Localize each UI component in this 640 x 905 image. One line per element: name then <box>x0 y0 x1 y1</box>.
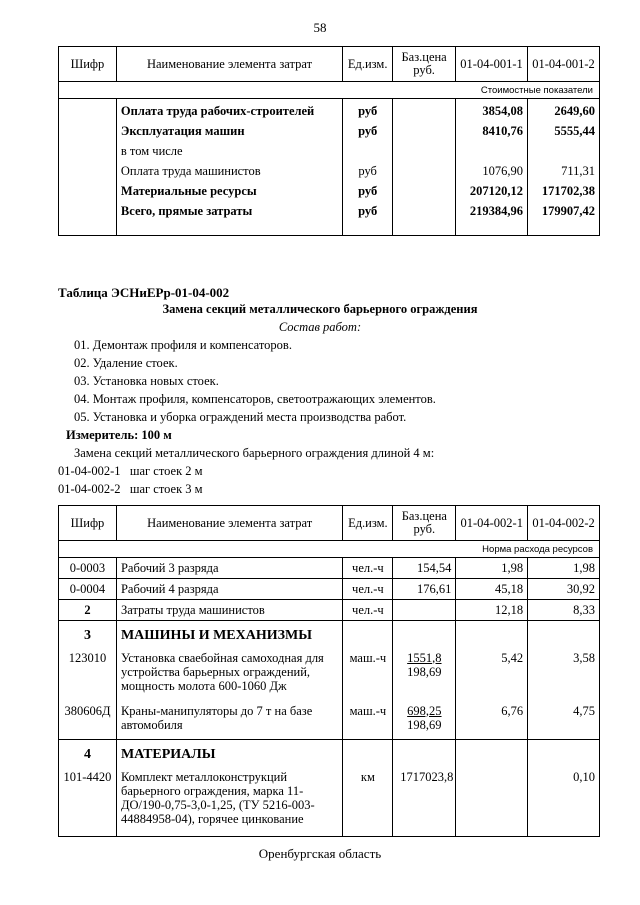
cost-unit: руб <box>343 204 393 236</box>
col-header: Шифр <box>59 506 117 541</box>
section-heading: МАТЕРИАЛЫ <box>116 740 342 767</box>
row-code: 123010 <box>59 648 117 704</box>
cost-value: 171702,38 <box>528 184 600 204</box>
table-row <box>59 579 600 600</box>
cost-value: 8410,76 <box>456 124 528 144</box>
table-row <box>59 99 600 124</box>
section-heading: МАШИНЫ И МЕХАНИЗМЫ <box>116 621 342 648</box>
table-band <box>59 82 600 99</box>
cost-value: 1076,90 <box>456 164 528 184</box>
cost-name: Всего, прямые затраты <box>116 204 342 236</box>
col-header: Наименование элемента затрат <box>116 506 342 541</box>
cost-value: 207120,12 <box>456 184 528 204</box>
section-row <box>59 621 600 648</box>
cost-value: 711,31 <box>528 164 600 184</box>
machinist-pay: 198,69 <box>407 664 442 679</box>
row-unit: км <box>343 767 393 837</box>
base-price: 698,25 <box>407 703 442 718</box>
cost-unit: руб <box>343 99 393 124</box>
row-value <box>456 767 528 837</box>
col-header: Ед.изм. <box>343 506 393 541</box>
page-number: 58 <box>313 20 327 35</box>
machinist-pay: 198,69 <box>407 717 442 732</box>
row-name: Рабочий 4 разряда <box>116 579 342 600</box>
cost-name: Эксплуатация машин <box>116 124 342 144</box>
row-name: Установка сваебойная самоходная для устройства барьерных ограждений, мощность молота 600-1060 Дж <box>116 648 342 704</box>
row-value: 12,18 <box>456 600 528 621</box>
resource-table <box>58 505 600 837</box>
table-band <box>59 541 600 558</box>
table-row <box>59 767 600 837</box>
band-label: Стоимостные показатели <box>59 82 600 99</box>
col-header: Шифр <box>59 47 117 82</box>
variant: 01-04-002-2 шаг стоек 3 м <box>58 482 203 496</box>
row-unit: чел.-ч <box>343 558 393 579</box>
col-header: 01-04-001-2 <box>528 47 600 82</box>
row-value: 1,98 <box>456 558 528 579</box>
table-row <box>59 144 600 164</box>
row-name: Краны-манипуляторы до 7 т на базе автомобиля <box>116 704 342 740</box>
table-header <box>59 506 600 541</box>
row-value: 4,75 <box>528 704 600 740</box>
meter: Измеритель: 100 м <box>66 428 172 442</box>
table-row <box>59 648 600 704</box>
row-value: 8,33 <box>528 600 600 621</box>
col-header: Ед.изм. <box>343 47 393 82</box>
row-value: 6,76 <box>456 704 528 740</box>
cost-unit: руб <box>343 124 393 144</box>
row-price: 1717023,8 <box>393 767 456 837</box>
row-unit: маш.-ч <box>343 704 393 740</box>
row-unit: чел.-ч <box>343 600 393 621</box>
col-header: 01-04-002-2 <box>528 506 600 541</box>
work-item: 03. Установка новых стоек. <box>74 374 219 388</box>
section-row <box>59 740 600 767</box>
row-value: 5,42 <box>456 648 528 704</box>
cost-value: 3854,08 <box>456 99 528 124</box>
table-row <box>59 184 600 204</box>
works-title: Состав работ: <box>278 320 362 334</box>
base-price: 1551,8 <box>407 650 442 665</box>
row-unit: маш.-ч <box>343 648 393 704</box>
table-row <box>59 558 600 579</box>
col-header: Баз.цена руб. <box>393 47 456 82</box>
row-code: 2 <box>59 600 117 621</box>
cost-name: Оплата труда рабочих-строителей <box>116 99 342 124</box>
work-item: 04. Монтаж профиля, компенсаторов, светоотражающих элементов. <box>74 392 436 406</box>
row-code: 3 <box>59 621 117 648</box>
row-unit: чел.-ч <box>343 579 393 600</box>
row-code: 4 <box>59 740 117 767</box>
table-row <box>59 704 600 740</box>
cost-unit: руб <box>343 164 393 184</box>
cost-value: 219384,96 <box>456 204 528 236</box>
table-header <box>59 47 600 82</box>
table-row <box>59 204 600 236</box>
row-code: 101-4420 <box>59 767 117 837</box>
table-row <box>59 600 600 621</box>
cost-value: 179907,42 <box>528 204 600 236</box>
row-name: Затраты труда машинистов <box>116 600 342 621</box>
section-title: Замена секций металлического барьерного ограждения <box>162 302 478 316</box>
cost-value: 2649,60 <box>528 99 600 124</box>
row-name: Комплект металлоконструкций барьерного ограждения, марка 11-ДО/190-0,75-3,0-1,25, (ТУ 5216-003-44884958-04), горячее цинкование <box>116 767 342 837</box>
col-header: 01-04-001-1 <box>456 47 528 82</box>
row-code: 0-0004 <box>59 579 117 600</box>
table-id: Таблица ЭСНиЕРр-01-04-002 <box>58 285 230 300</box>
row-value: 3,58 <box>528 648 600 704</box>
row-value: 1,98 <box>528 558 600 579</box>
footer-region: Оренбургская область <box>258 846 382 861</box>
cost-value: 5555,44 <box>528 124 600 144</box>
col-header: Наименование элемента затрат <box>116 47 342 82</box>
row-value: 0,10 <box>528 767 600 837</box>
row-value: 30,92 <box>528 579 600 600</box>
col-header: 01-04-002-1 <box>456 506 528 541</box>
row-price <box>393 704 456 740</box>
row-name: Рабочий 3 разряда <box>116 558 342 579</box>
row-code: 380606Д <box>59 704 117 740</box>
row-price: 154,54 <box>393 558 456 579</box>
table-row <box>59 164 600 184</box>
row-price: 176,61 <box>393 579 456 600</box>
work-item: 02. Удаление стоек. <box>74 356 178 370</box>
row-value: 45,18 <box>456 579 528 600</box>
cost-table <box>58 46 600 236</box>
cost-unit: руб <box>343 184 393 204</box>
table-row <box>59 124 600 144</box>
row-code: 0-0003 <box>59 558 117 579</box>
row-price <box>393 648 456 704</box>
band-label: Норма расхода ресурсов <box>59 541 600 558</box>
description: Замена секций металлического барьерного ограждения длиной 4 м: <box>74 446 435 460</box>
work-item: 01. Демонтаж профиля и компенсаторов. <box>74 338 292 352</box>
cost-name: Оплата труда машинистов <box>116 164 342 184</box>
cost-name: в том числе <box>116 144 342 164</box>
col-header: Баз.цена руб. <box>393 506 456 541</box>
work-item: 05. Установка и уборка ограждений места производства работ. <box>74 410 407 424</box>
variant: 01-04-002-1 шаг стоек 2 м <box>58 464 203 478</box>
cost-name: Материальные ресурсы <box>116 184 342 204</box>
